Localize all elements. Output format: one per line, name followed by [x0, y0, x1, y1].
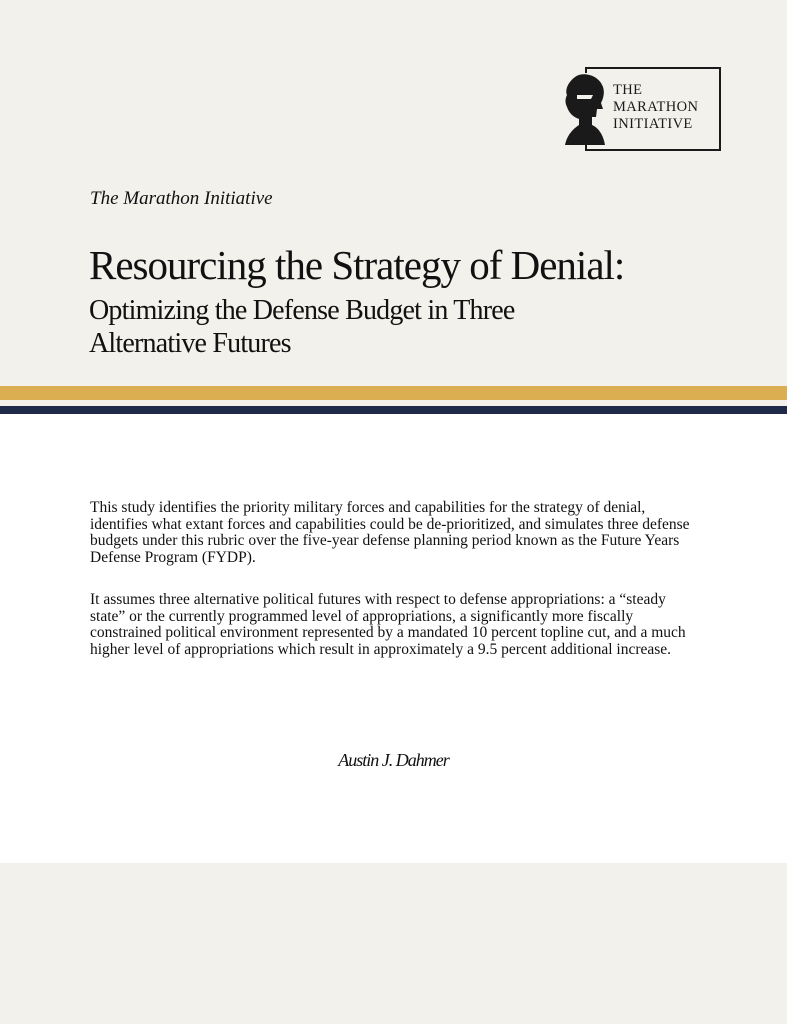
marathon-initiative-logo: [563, 67, 719, 149]
abstract-paragraph-1: This study identifies the priority military forces and capabilities for the strategy of denial, identifies what extant forces and capabilities could be de-prioritized, and simulates three defense budgets under this rubric over the five-year defense planning period known as the Future Years Defense Program (FYDP).: [90, 499, 690, 566]
author-signature: Austin J. Dahmer: [338, 750, 449, 770]
report-title: Resourcing the Strategy of Denial:: [89, 242, 625, 288]
logo-wordmark: THE MARATHON INITIATIVE: [613, 82, 699, 132]
cover-footer: [0, 863, 787, 1024]
abstract-section: [0, 414, 787, 863]
organization-name: The Marathon Initiative: [90, 188, 273, 209]
gold-divider-stripe: [0, 386, 787, 400]
navy-divider-stripe: [0, 406, 787, 414]
report-subtitle: Optimizing the Defense Budget in Three Alternative Futures: [89, 295, 515, 359]
cover-header: [0, 0, 787, 386]
warrior-helmet-silhouette-icon: [563, 73, 607, 145]
abstract-paragraph-2: It assumes three alternative political futures with respect to defense appropriations: a “steady state” or the currently programmed level of appropriations, a significantly more fiscally constrained political environment represented by a mandated 10 percent topline cut, and a much higher level of appropriations which result in approximately a 9.5 percent additional increase.: [90, 591, 686, 658]
